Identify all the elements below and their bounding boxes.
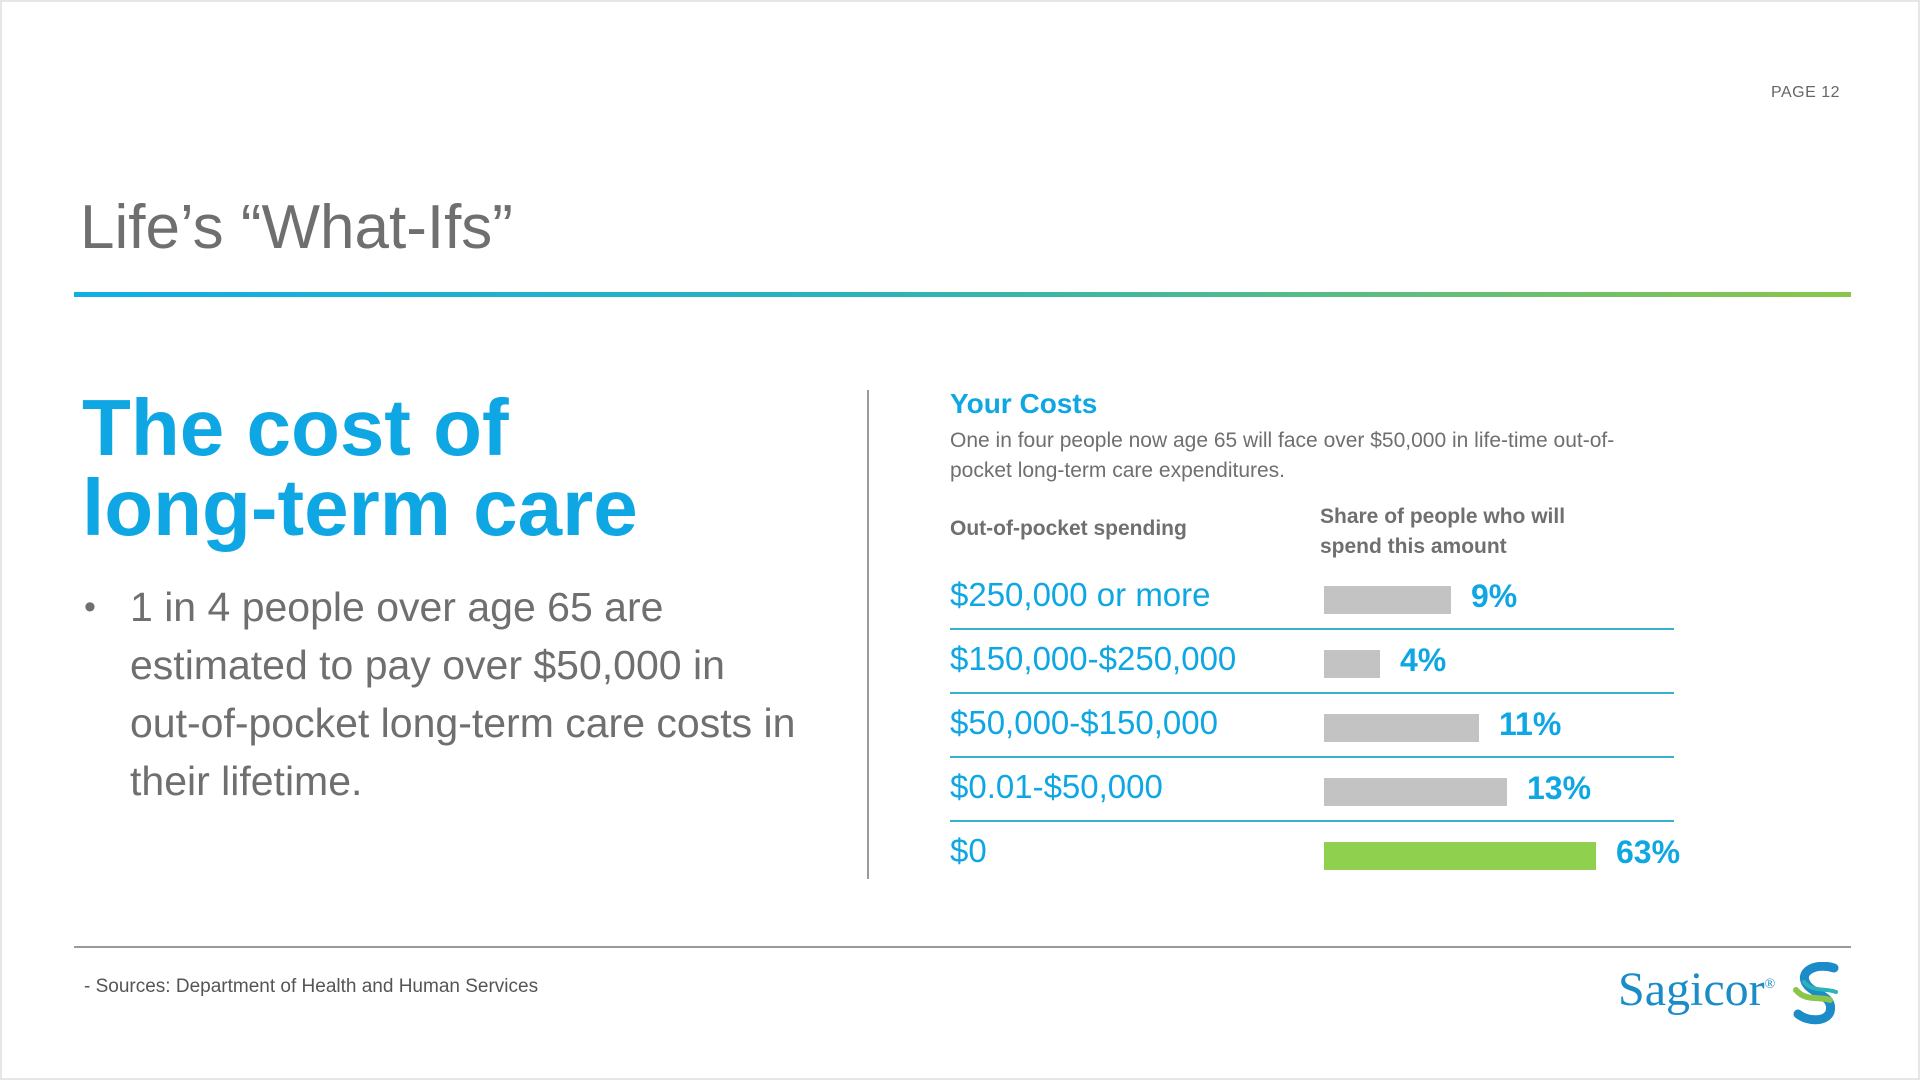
sagicor-logo [1618,962,1848,1026]
chart-row-rule [950,820,1674,822]
page-number: PAGE 12 [1770,84,1840,101]
chart-value-label: 9% [1471,578,1518,614]
chart-bar [1324,778,1507,806]
chart-category-label: $150,000-$250,000 [950,640,1237,677]
logo-text: Sagicor [1618,963,1765,1016]
footer-rule [74,946,1851,948]
bullet-text: 1 in 4 people over age 65 are estimated to pay over $50,000 in out-of-pocket long-term care costs in their lifetime. [130,584,796,804]
chart-category-label: $0.01-$50,000 [950,768,1163,805]
chart-row [950,698,1674,758]
chart-bar [1324,586,1451,614]
chart-value-label: 4% [1400,642,1447,678]
source-note: - Sources: Department of Health and Human Services [84,976,539,997]
column-header-spending: Out-of-pocket spending [950,517,1187,540]
chart-bar [1324,714,1479,742]
headline [82,383,822,552]
chart-row-rule [950,756,1674,758]
vertical-divider [867,390,869,879]
chart-row [950,634,1674,694]
bullet-point [82,578,802,810]
title-gradient-rule [74,292,1851,297]
costs-description: One in four people now age 65 will face over $50,000 in life-time out-of-pocket long-term care expenditures. [950,429,1615,482]
chart-value-label: 11% [1499,706,1562,742]
headline-line-1: The cost of [82,383,509,472]
costs-title: Your Costs [950,388,1098,419]
chart-row-rule [950,628,1674,630]
column-header-share: Share of people who will spend this amount [1320,505,1566,558]
chart-bar [1324,650,1380,678]
page-title: Life’s “What-Ifs” [80,193,513,262]
chart-value-label: 13% [1527,770,1592,806]
chart-bar [1324,842,1596,870]
chart-row [950,570,1674,630]
bullet-symbol: • [84,588,96,626]
chart-category-label: $50,000-$150,000 [950,704,1218,741]
headline-line-2: long-term care [82,463,638,552]
chart-value-label: 63% [1616,834,1681,870]
sagicor-s-icon [1786,962,1848,1026]
chart-row [950,762,1674,822]
chart-category-label: $250,000 or more [950,576,1211,613]
chart-row-rule [950,692,1674,694]
chart-category-label: $0 [950,832,987,869]
chart-row [950,826,1681,886]
logo-registered-mark: ® [1764,977,1776,992]
logo-wordmark [1618,962,1775,1017]
